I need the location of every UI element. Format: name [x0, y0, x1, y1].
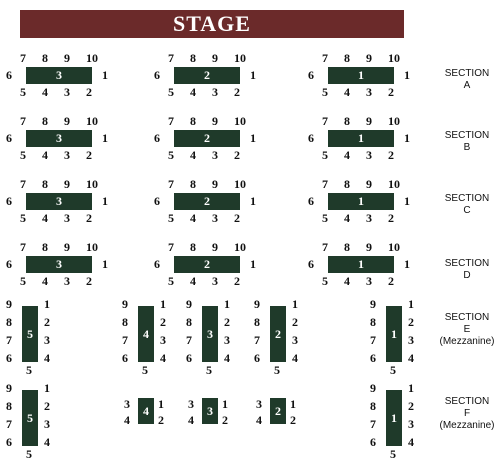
table-4: 4 — [138, 306, 154, 362]
seat-number: 7 — [168, 177, 174, 191]
seat-number: 7 — [322, 177, 328, 191]
seat-number: 1 — [158, 397, 164, 411]
table-3: 3 — [26, 130, 92, 147]
table-5: 5 — [22, 390, 38, 446]
table-5: 5 — [22, 306, 38, 362]
section-label — [432, 396, 502, 432]
seat-number: 2 — [44, 399, 50, 413]
seat-number: 4 — [160, 351, 166, 365]
seat-number: 7 — [254, 333, 260, 347]
seat-number: 1 — [102, 257, 108, 271]
section-label — [432, 68, 502, 92]
seat-number: 9 — [212, 240, 218, 254]
seat-number: 8 — [190, 240, 196, 254]
seat-number: 2 — [160, 315, 166, 329]
seat-number: 3 — [44, 333, 50, 347]
seat-number: 3 — [366, 85, 372, 99]
table-1: 1 — [328, 193, 394, 210]
section-label — [432, 312, 502, 348]
seat-number: 7 — [20, 114, 26, 128]
table-2: 2 — [174, 256, 240, 273]
seat-number: 2 — [86, 85, 92, 99]
seat-number: 7 — [20, 177, 26, 191]
seat-number: 6 — [154, 68, 160, 82]
section-letter: F — [463, 408, 471, 419]
seat-number: 2 — [388, 211, 394, 225]
table-2: 2 — [174, 130, 240, 147]
seat-number: 10 — [388, 240, 400, 254]
seat-number: 9 — [6, 297, 12, 311]
seat-number: 5 — [322, 274, 328, 288]
seat-number: 5 — [20, 274, 26, 288]
section-note: (Mezzanine) — [439, 336, 495, 347]
seat-number: 9 — [64, 177, 70, 191]
seat-number: 4 — [408, 435, 414, 449]
seat-number: 1 — [102, 194, 108, 208]
seat-number: 2 — [408, 315, 414, 329]
seat-number: 10 — [234, 177, 246, 191]
seat-number: 9 — [122, 297, 128, 311]
seat-number: 9 — [64, 114, 70, 128]
seat-number: 3 — [212, 85, 218, 99]
seat-number: 3 — [44, 417, 50, 431]
seat-number: 9 — [254, 297, 260, 311]
table-3: 3 — [202, 398, 218, 424]
seat-number: 6 — [6, 351, 12, 365]
seat-number: 2 — [222, 413, 228, 427]
seat-number: 10 — [234, 114, 246, 128]
seat-number: 6 — [6, 68, 12, 82]
seat-number: 9 — [366, 240, 372, 254]
section-title: SECTION — [444, 130, 490, 141]
seat-number: 10 — [388, 51, 400, 65]
seat-number: 4 — [188, 413, 194, 427]
seat-number: 2 — [234, 211, 240, 225]
seat-number: 1 — [250, 131, 256, 145]
section-letter: C — [463, 205, 471, 216]
seat-number: 2 — [86, 148, 92, 162]
section-title: SECTION — [444, 68, 490, 79]
table-4: 4 — [138, 398, 154, 424]
seat-number: 5 — [322, 85, 328, 99]
seat-number: 4 — [344, 148, 350, 162]
seat-number: 5 — [168, 211, 174, 225]
table-2: 2 — [270, 398, 286, 424]
seat-number: 6 — [154, 194, 160, 208]
table-1: 1 — [386, 306, 402, 362]
seat-number: 8 — [344, 240, 350, 254]
seat-number: 4 — [344, 274, 350, 288]
table-3: 3 — [26, 67, 92, 84]
seat-number: 7 — [322, 240, 328, 254]
table-3: 3 — [26, 256, 92, 273]
seat-number: 1 — [408, 381, 414, 395]
seat-number: 1 — [404, 131, 410, 145]
seat-number: 2 — [86, 211, 92, 225]
seat-number: 4 — [292, 351, 298, 365]
seat-number: 3 — [366, 211, 372, 225]
seat-number: 10 — [388, 114, 400, 128]
seat-number: 6 — [122, 351, 128, 365]
seat-number: 5 — [20, 148, 26, 162]
section-letter: D — [463, 270, 471, 281]
seat-number: 1 — [44, 297, 50, 311]
table-3: 3 — [202, 306, 218, 362]
seat-number: 5 — [168, 274, 174, 288]
section-letter: E — [463, 324, 471, 335]
seat-number: 9 — [370, 381, 376, 395]
seat-number: 4 — [224, 351, 230, 365]
table-1: 1 — [328, 130, 394, 147]
seat-number: 2 — [234, 274, 240, 288]
seat-number: 5 — [322, 211, 328, 225]
seat-number: 8 — [42, 177, 48, 191]
seat-number: 1 — [222, 397, 228, 411]
seat-number: 4 — [42, 274, 48, 288]
seat-number: 7 — [168, 240, 174, 254]
seat-number: 3 — [408, 417, 414, 431]
seat-number: 3 — [256, 397, 262, 411]
seat-number: 8 — [6, 399, 12, 413]
seat-number: 9 — [64, 240, 70, 254]
seat-number: 6 — [254, 351, 260, 365]
seat-number: 6 — [308, 68, 314, 82]
seat-number: 5 — [168, 148, 174, 162]
seat-number: 5 — [322, 148, 328, 162]
seat-number: 3 — [366, 148, 372, 162]
seat-number: 7 — [322, 114, 328, 128]
stage-banner: STAGE — [20, 10, 404, 38]
section-title: SECTION — [444, 396, 490, 407]
seat-number: 8 — [370, 315, 376, 329]
section-note: (Mezzanine) — [439, 420, 495, 431]
seat-number: 2 — [388, 274, 394, 288]
seat-number: 3 — [366, 274, 372, 288]
seat-number: 10 — [86, 51, 98, 65]
seat-number: 9 — [212, 177, 218, 191]
seat-number: 1 — [292, 297, 298, 311]
seat-number: 4 — [44, 351, 50, 365]
section-title: SECTION — [444, 193, 490, 204]
seat-number: 6 — [6, 194, 12, 208]
seat-number: 2 — [408, 399, 414, 413]
seat-number: 10 — [86, 114, 98, 128]
seat-number: 3 — [212, 211, 218, 225]
seat-number: 3 — [124, 397, 130, 411]
seat-number: 7 — [370, 333, 376, 347]
seat-number: 6 — [308, 131, 314, 145]
seat-number: 2 — [290, 413, 296, 427]
seat-number: 2 — [234, 85, 240, 99]
seat-number: 7 — [322, 51, 328, 65]
seat-number: 9 — [6, 381, 12, 395]
seat-number: 1 — [404, 257, 410, 271]
seat-number: 4 — [344, 211, 350, 225]
seat-number: 7 — [370, 417, 376, 431]
seat-number: 2 — [292, 315, 298, 329]
seat-number: 7 — [20, 51, 26, 65]
seat-number: 3 — [64, 211, 70, 225]
seat-number: 2 — [388, 85, 394, 99]
seat-number: 8 — [344, 114, 350, 128]
seat-number: 2 — [234, 148, 240, 162]
seat-number: 6 — [6, 131, 12, 145]
seat-number: 9 — [370, 297, 376, 311]
seat-number: 7 — [6, 333, 12, 347]
seat-number: 7 — [168, 114, 174, 128]
seat-number: 4 — [190, 85, 196, 99]
seat-number: 6 — [308, 194, 314, 208]
section-letter: A — [463, 80, 471, 91]
seat-number: 1 — [160, 297, 166, 311]
section-label — [432, 193, 502, 217]
seat-number: 3 — [224, 333, 230, 347]
seat-number: 9 — [212, 114, 218, 128]
seat-number: 5 — [206, 363, 212, 377]
seat-number: 2 — [86, 274, 92, 288]
seat-number: 5 — [26, 447, 32, 461]
table-1: 1 — [328, 256, 394, 273]
seat-number: 7 — [186, 333, 192, 347]
seat-number: 4 — [42, 148, 48, 162]
seat-number: 8 — [42, 240, 48, 254]
seat-number: 4 — [124, 413, 130, 427]
seat-number: 4 — [190, 274, 196, 288]
seat-number: 9 — [366, 114, 372, 128]
seat-number: 10 — [388, 177, 400, 191]
section-title: SECTION — [444, 312, 490, 323]
seat-number: 3 — [64, 274, 70, 288]
seat-number: 5 — [274, 363, 280, 377]
seat-number: 7 — [168, 51, 174, 65]
seat-number: 5 — [390, 447, 396, 461]
seat-number: 1 — [102, 68, 108, 82]
seat-number: 10 — [86, 240, 98, 254]
seat-number: 8 — [190, 114, 196, 128]
seat-number: 5 — [168, 85, 174, 99]
seat-number: 4 — [344, 85, 350, 99]
seat-number: 2 — [224, 315, 230, 329]
seat-number: 6 — [154, 131, 160, 145]
seat-number: 8 — [344, 177, 350, 191]
seat-number: 5 — [26, 363, 32, 377]
seat-number: 1 — [250, 68, 256, 82]
seat-number: 8 — [42, 114, 48, 128]
seat-number: 5 — [20, 85, 26, 99]
seat-number: 9 — [366, 51, 372, 65]
seat-number: 4 — [408, 351, 414, 365]
table-2: 2 — [270, 306, 286, 362]
table-2: 2 — [174, 193, 240, 210]
seat-number: 3 — [212, 148, 218, 162]
seat-number: 5 — [142, 363, 148, 377]
seat-number: 4 — [44, 435, 50, 449]
seat-number: 8 — [254, 315, 260, 329]
seat-number: 7 — [122, 333, 128, 347]
section-label — [432, 130, 502, 154]
seat-number: 6 — [308, 257, 314, 271]
seat-number: 7 — [20, 240, 26, 254]
seat-number: 9 — [64, 51, 70, 65]
seat-number: 4 — [256, 413, 262, 427]
seat-number: 6 — [6, 435, 12, 449]
seat-number: 8 — [190, 51, 196, 65]
seat-number: 9 — [212, 51, 218, 65]
seat-number: 3 — [64, 85, 70, 99]
seat-number: 8 — [370, 399, 376, 413]
seat-number: 1 — [250, 257, 256, 271]
section-letter: B — [463, 142, 471, 153]
seat-number: 10 — [234, 51, 246, 65]
seat-number: 1 — [250, 194, 256, 208]
table-3: 3 — [26, 193, 92, 210]
seat-number: 2 — [44, 315, 50, 329]
seat-number: 1 — [290, 397, 296, 411]
seat-number: 3 — [212, 274, 218, 288]
seat-number: 3 — [64, 148, 70, 162]
seat-number: 4 — [190, 148, 196, 162]
seat-number: 3 — [160, 333, 166, 347]
seat-number: 8 — [42, 51, 48, 65]
seat-number: 7 — [6, 417, 12, 431]
seat-number: 4 — [42, 85, 48, 99]
seat-number: 3 — [188, 397, 194, 411]
seat-number: 8 — [190, 177, 196, 191]
seat-number: 8 — [122, 315, 128, 329]
seat-number: 1 — [44, 381, 50, 395]
seat-number: 8 — [6, 315, 12, 329]
seat-number: 1 — [404, 194, 410, 208]
seat-number: 8 — [186, 315, 192, 329]
seat-number: 9 — [366, 177, 372, 191]
seat-number: 3 — [408, 333, 414, 347]
seat-number: 10 — [86, 177, 98, 191]
seat-number: 2 — [388, 148, 394, 162]
section-label — [432, 258, 502, 282]
seat-number: 6 — [154, 257, 160, 271]
table-1: 1 — [328, 67, 394, 84]
seat-number: 2 — [158, 413, 164, 427]
seat-number: 1 — [224, 297, 230, 311]
seat-number: 4 — [190, 211, 196, 225]
section-title: SECTION — [444, 258, 490, 269]
seat-number: 6 — [186, 351, 192, 365]
seat-number: 6 — [370, 351, 376, 365]
seat-number: 5 — [390, 363, 396, 377]
seat-number: 6 — [370, 435, 376, 449]
seat-number: 1 — [408, 297, 414, 311]
table-2: 2 — [174, 67, 240, 84]
seat-number: 9 — [186, 297, 192, 311]
seat-number: 10 — [234, 240, 246, 254]
seat-number: 8 — [344, 51, 350, 65]
seat-number: 5 — [20, 211, 26, 225]
seat-number: 4 — [42, 211, 48, 225]
seat-number: 1 — [102, 131, 108, 145]
seat-number: 3 — [292, 333, 298, 347]
table-1: 1 — [386, 390, 402, 446]
seat-number: 6 — [6, 257, 12, 271]
seat-number: 1 — [404, 68, 410, 82]
